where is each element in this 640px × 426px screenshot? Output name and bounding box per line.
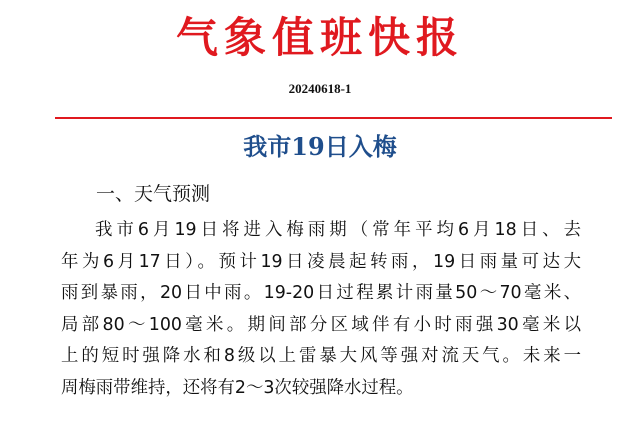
body-line: 年为6月17日）。预计19日凌晨起转雨，19日雨量可达大 bbox=[61, 251, 581, 272]
red-divider-line bbox=[55, 117, 612, 119]
headline: 我市19日入梅 bbox=[243, 132, 397, 161]
body-line: 周梅雨带维持，还将有2～3次较强降水过程。 bbox=[61, 377, 414, 398]
section-heading: 一、天气预测 bbox=[96, 183, 211, 205]
body-line: 上的短时强降水和8级以上雷暴大风等强对流天气。未来一 bbox=[61, 346, 581, 366]
masthead-title: 气象值班快报 bbox=[175, 13, 464, 62]
body-paragraph bbox=[61, 215, 581, 404]
body-line: 局部80～100毫米。期间部分区域伴有小时雨强30毫米以 bbox=[61, 314, 581, 335]
body-line: 雨到暴雨，20日中雨。19-20日过程累计雨量50～70毫米、 bbox=[61, 283, 581, 303]
body-line: 我市6月19日将进入梅雨期（常年平均6月18日、去 bbox=[95, 220, 581, 240]
issue-number: 20240618-1 bbox=[288, 81, 352, 96]
